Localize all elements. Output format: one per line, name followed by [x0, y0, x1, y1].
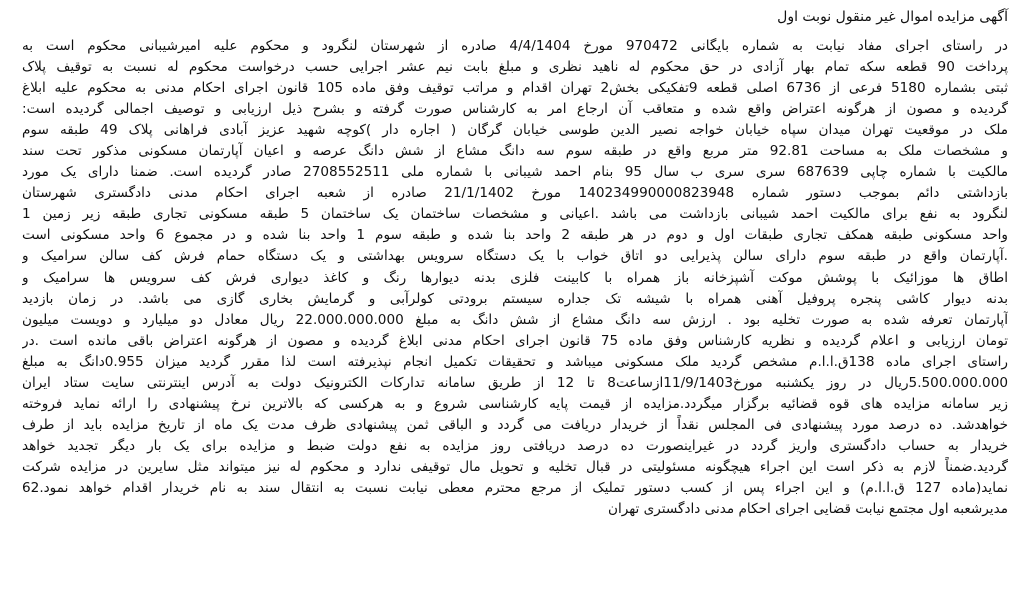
- notice-line: خریدار به حساب دادگستری واریز گردد در غیراینصورت ده درصد دریافتی روز مزایده به نفع دولت ضبط و مزایده برای یک بار دیگر تجدید خواهد: [22, 437, 1008, 454]
- notice-line: آپارتمان تعرفه شده به صورت تخلیه بود . ارزش سه دانگ مشاع از شش دانگ به مبلغ 22.000.000.000 ریال معادل دو میلیارد و دویست میلیون: [22, 311, 1008, 328]
- notice-line: ملک در موقعیت تهران میدان سپاه خیابان خواجه نصیر الدین طوسی خیابان گرگان ( اجاره دار )کوچه شهید عزیز آبادی فراهانی پلاک 49 طبقه سوم: [22, 122, 1008, 139]
- notice-title: آگهی مزایده اموال غیر منقول نوبت اول: [777, 9, 1008, 25]
- notice-line: زیر سامانه مزایده های قوه قضائیه برگزار میگردد.مزایده از قیمت پایه کارشناسی شروع و به هرکسی که بالاترین نرخ پیشنهادی را ارائه نماید فروخته: [22, 395, 1008, 412]
- notice-signature: مدیرشعبه اول مجتمع نیابت قضایی اجرای احکام مدنی دادگستری تهران: [607, 501, 1008, 518]
- notice-line: تومان ارزیابی و اعلام گردیده و نظریه کارشناس وفق ماده 75 قانون اجرای احکام مدنی ابلاغ گردیده و مصون از هرگونه اعتراض باقی مانده است .در: [22, 332, 1008, 349]
- notice-line: گردیده و مصون از هرگونه اعتراض واقع شده و متعاقب آن ارجاع امر به کارشناس صورت گرفته و بشرح ذیل ارزیابی و توصیف اجمالی گردیده است:: [22, 101, 1008, 118]
- notice-line: نماید(ماده 127 ق.ا.ا.م) و این اجراء پس از کسب دستور تملیک از مرجع محترم معطی نیابت نسبت به انتقال سند به نام خریدار اقدام خواهد نمود.62: [22, 479, 1008, 496]
- notice-line: .آپارتمان واقع در طبقه سوم دارای سالن پذیرایی دو اتاق خواب با یک دستگاه سرویس بهداشتی و یک دستگاه حمام فرش کف سالن سرامیک و: [22, 248, 1008, 265]
- notice-line: و مشخصات ملک به مساحت 92.81 متر مربع واقع در طبقه سوم سه دانگ مشاع از شش دانگ عرصه و اعیان آپارتمان مسکونی مذکور تحت سند: [22, 143, 1008, 160]
- notice-line: خواهدشد. ده درصد مورد پیشنهادی فی المجلس نقداً از خریدار دریافت می گردد و الباقی ثمن پیشنهادی ظرف مدت یک ماه از تاریخ مزایده باید از طرف: [22, 416, 1008, 433]
- notice-line: لنگرود به نفع برای مالکیت احمد شیبانی بازداشت می باشد .اعیانی و مشخصات ساختمان یک ساختمان 5 طبقه مسکونی تجاری طبقه زیر زمین 1: [22, 206, 1008, 223]
- notice-line: اطاق ها موزائیک با پوشش موکت آشپزخانه باز همراه با کابینت فلزی بدنه دیوارها رنگ و کاغذ دیواری فرش کف سرویس ها سرامیک و: [22, 269, 1008, 286]
- notice-line: گردید.ضمناً لازم به ذکر است این اجراء هیچگونه مسئولیتی در قبال تخلیه و تحویل مال توقیفی ندارد و محکوم له نیز میتواند مثل سایرین در مزایده شرکت: [22, 458, 1008, 475]
- notice-line: در راستای اجرای مفاد نیابت به شماره بایگانی 970472 مورخ 4/4/1404 صادره از شهرستان لنگرود و محکوم علیه امیرشیبانی محکوم است به: [22, 38, 1008, 54]
- notice-line: پرداخت 90 قطعه سکه تمام بهار آزادی در حق محکوم له ناهید نظری و مبلغ بابت نیم عشر اجرایی حسب درخواست محکوم له نسبت به توقیف پلاک: [22, 59, 1008, 76]
- notice-line: بازداشتی دائم بموجب دستور شماره 140234990000823948 مورخ 21/1/1402 صادره از شعبه اجرای احکام مدنی دادگستری شهرستان: [22, 185, 1008, 202]
- notice-line: راستای اجرای ماده 138ق.ا.ا.م مشخص گردید ملک مسکونی میباشد و تحقیقات تکمیل انجام نپذیرفته است لذا مقرر گردید میزان 0.955دانگ به مبلغ: [22, 353, 1008, 370]
- notice-line: مالکیت با شماره چاپی 687639 سری سری ب سال 95 بنام احمد شیبانی با شماره ملی 2708552511 صادر گردیده است. ضمنا دارای یک مورد: [22, 164, 1008, 181]
- notice-line: واحد مسکونی طبقه همکف تجاری طبقات اول و دوم در هر طبقه 2 واحد بنا شده و طبقه سوم 1 واحد بنا شده و در مجموع 6 واحد مسکونی است: [22, 227, 1008, 244]
- notice-line: بدنه دیوار کاشی پنجره پروفیل آهنی همراه با شیشه تک جداره سیستم برودتی کولرآبی و گرمایش بخاری گازی می باشد. در زمان بازدید: [22, 290, 1008, 307]
- notice-line: 5.500.000.000ریال در روز یکشنبه مورخ11/9/1403ازساعت8 تا 12 از طریق سامانه تدارکات الکترونیک دولت به آدرس اینترنتی سایت ستاد ایران: [22, 374, 1008, 391]
- notice-line: ثبتی بشماره 5180 فرعی از 6736 اصلی قطعه 9تفکیکی بخش2 تهران اقدام و مراتب توقیف وفق ماده 105 قانون اجرای احکام مدنی به محکوم علیه ابلاغ: [22, 80, 1008, 97]
